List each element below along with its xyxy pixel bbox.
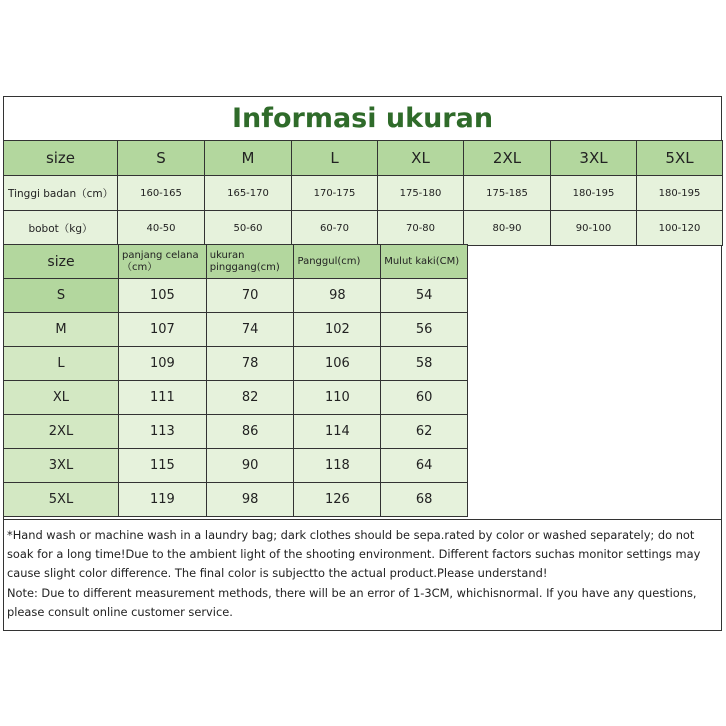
header-cell: XL (378, 141, 464, 176)
table-cell: 170-175 (292, 176, 378, 211)
table-cell: 40-50 (118, 211, 205, 246)
table-cell: 107 (118, 313, 206, 347)
header-cell: ukuran pinggang(cm) (206, 245, 294, 279)
table-cell: 180-195 (637, 176, 723, 211)
header-cell: L (292, 141, 378, 176)
table-cell: 119 (118, 483, 206, 517)
table-cell: 80-90 (464, 211, 551, 246)
table-cell: 109 (118, 347, 206, 381)
size-overview-table (3, 140, 723, 246)
row-label: M (4, 313, 119, 347)
table-cell: 70 (206, 279, 294, 313)
table-header-row (4, 245, 468, 279)
header-cell: 2XL (464, 141, 551, 176)
header-cell: Mulut kaki(CM) (381, 245, 468, 279)
table-row (4, 279, 468, 313)
row-label: 5XL (4, 483, 119, 517)
size-chart (3, 96, 722, 631)
row-label: S (4, 279, 119, 313)
header-cell: size (4, 245, 119, 279)
row-label: XL (4, 381, 119, 415)
care-notes (4, 519, 721, 630)
header-cell: size (4, 141, 118, 176)
table-cell: 126 (294, 483, 381, 517)
table-cell: 86 (206, 415, 294, 449)
header-cell: 5XL (637, 141, 723, 176)
table-cell: 106 (294, 347, 381, 381)
table-row (4, 211, 723, 246)
page-title: Informasi ukuran (4, 97, 721, 141)
table-cell: 70-80 (378, 211, 464, 246)
row-label: Tinggi badan（cm） (4, 176, 118, 211)
table-cell: 175-180 (378, 176, 464, 211)
table-cell: 118 (294, 449, 381, 483)
table-row (4, 449, 468, 483)
table-cell: 68 (381, 483, 468, 517)
table-cell: 74 (206, 313, 294, 347)
header-cell: M (205, 141, 292, 176)
table-cell: 105 (118, 279, 206, 313)
table-cell: 82 (206, 381, 294, 415)
table-cell: 90-100 (551, 211, 637, 246)
table-cell: 100-120 (637, 211, 723, 246)
table-cell: 58 (381, 347, 468, 381)
row-label: 3XL (4, 449, 119, 483)
table-cell: 56 (381, 313, 468, 347)
table-row (4, 176, 723, 211)
table-cell: 180-195 (551, 176, 637, 211)
table-row (4, 381, 468, 415)
row-label: bobot（kg） (4, 211, 118, 246)
table-cell: 54 (381, 279, 468, 313)
table-cell: 60-70 (292, 211, 378, 246)
table-cell: 98 (206, 483, 294, 517)
header-cell: panjang celana（cm） (118, 245, 206, 279)
table-row (4, 313, 468, 347)
table-cell: 98 (294, 279, 381, 313)
table-cell: 115 (118, 449, 206, 483)
table-cell: 62 (381, 415, 468, 449)
table-cell: 90 (206, 449, 294, 483)
table-cell: 64 (381, 449, 468, 483)
table-cell: 110 (294, 381, 381, 415)
measurement-note-paragraph: Note: Due to different measurement methods, there will be an error of 1-3CM, whichisnormal. If you have any questions, please consult online customer service. (7, 585, 697, 619)
table-row (4, 415, 468, 449)
header-cell: 3XL (551, 141, 637, 176)
table-cell: 111 (118, 381, 206, 415)
pants-measurement-table (3, 244, 468, 517)
table-cell: 114 (294, 415, 381, 449)
table-row (4, 347, 468, 381)
table-cell: 102 (294, 313, 381, 347)
table-cell: 175-185 (464, 176, 551, 211)
header-cell: Panggul(cm) (294, 245, 381, 279)
table-cell: 160-165 (118, 176, 205, 211)
table-cell: 60 (381, 381, 468, 415)
header-cell: S (118, 141, 205, 176)
care-note-paragraph: *Hand wash or machine wash in a laundry bag; dark clothes should be sepa.rated by color or washed separately; do not soak for a long time!Due to the ambient light of the shooting environment. Different factors suchas monitor settings may cause slight color difference. The final color is subjectto the actual product.Please understand! (7, 528, 701, 581)
table-row (4, 483, 468, 517)
table-cell: 165-170 (205, 176, 292, 211)
table-cell: 113 (118, 415, 206, 449)
table-header-row (4, 141, 723, 176)
table-cell: 50-60 (205, 211, 292, 246)
row-label: L (4, 347, 119, 381)
row-label: 2XL (4, 415, 119, 449)
table-cell: 78 (206, 347, 294, 381)
